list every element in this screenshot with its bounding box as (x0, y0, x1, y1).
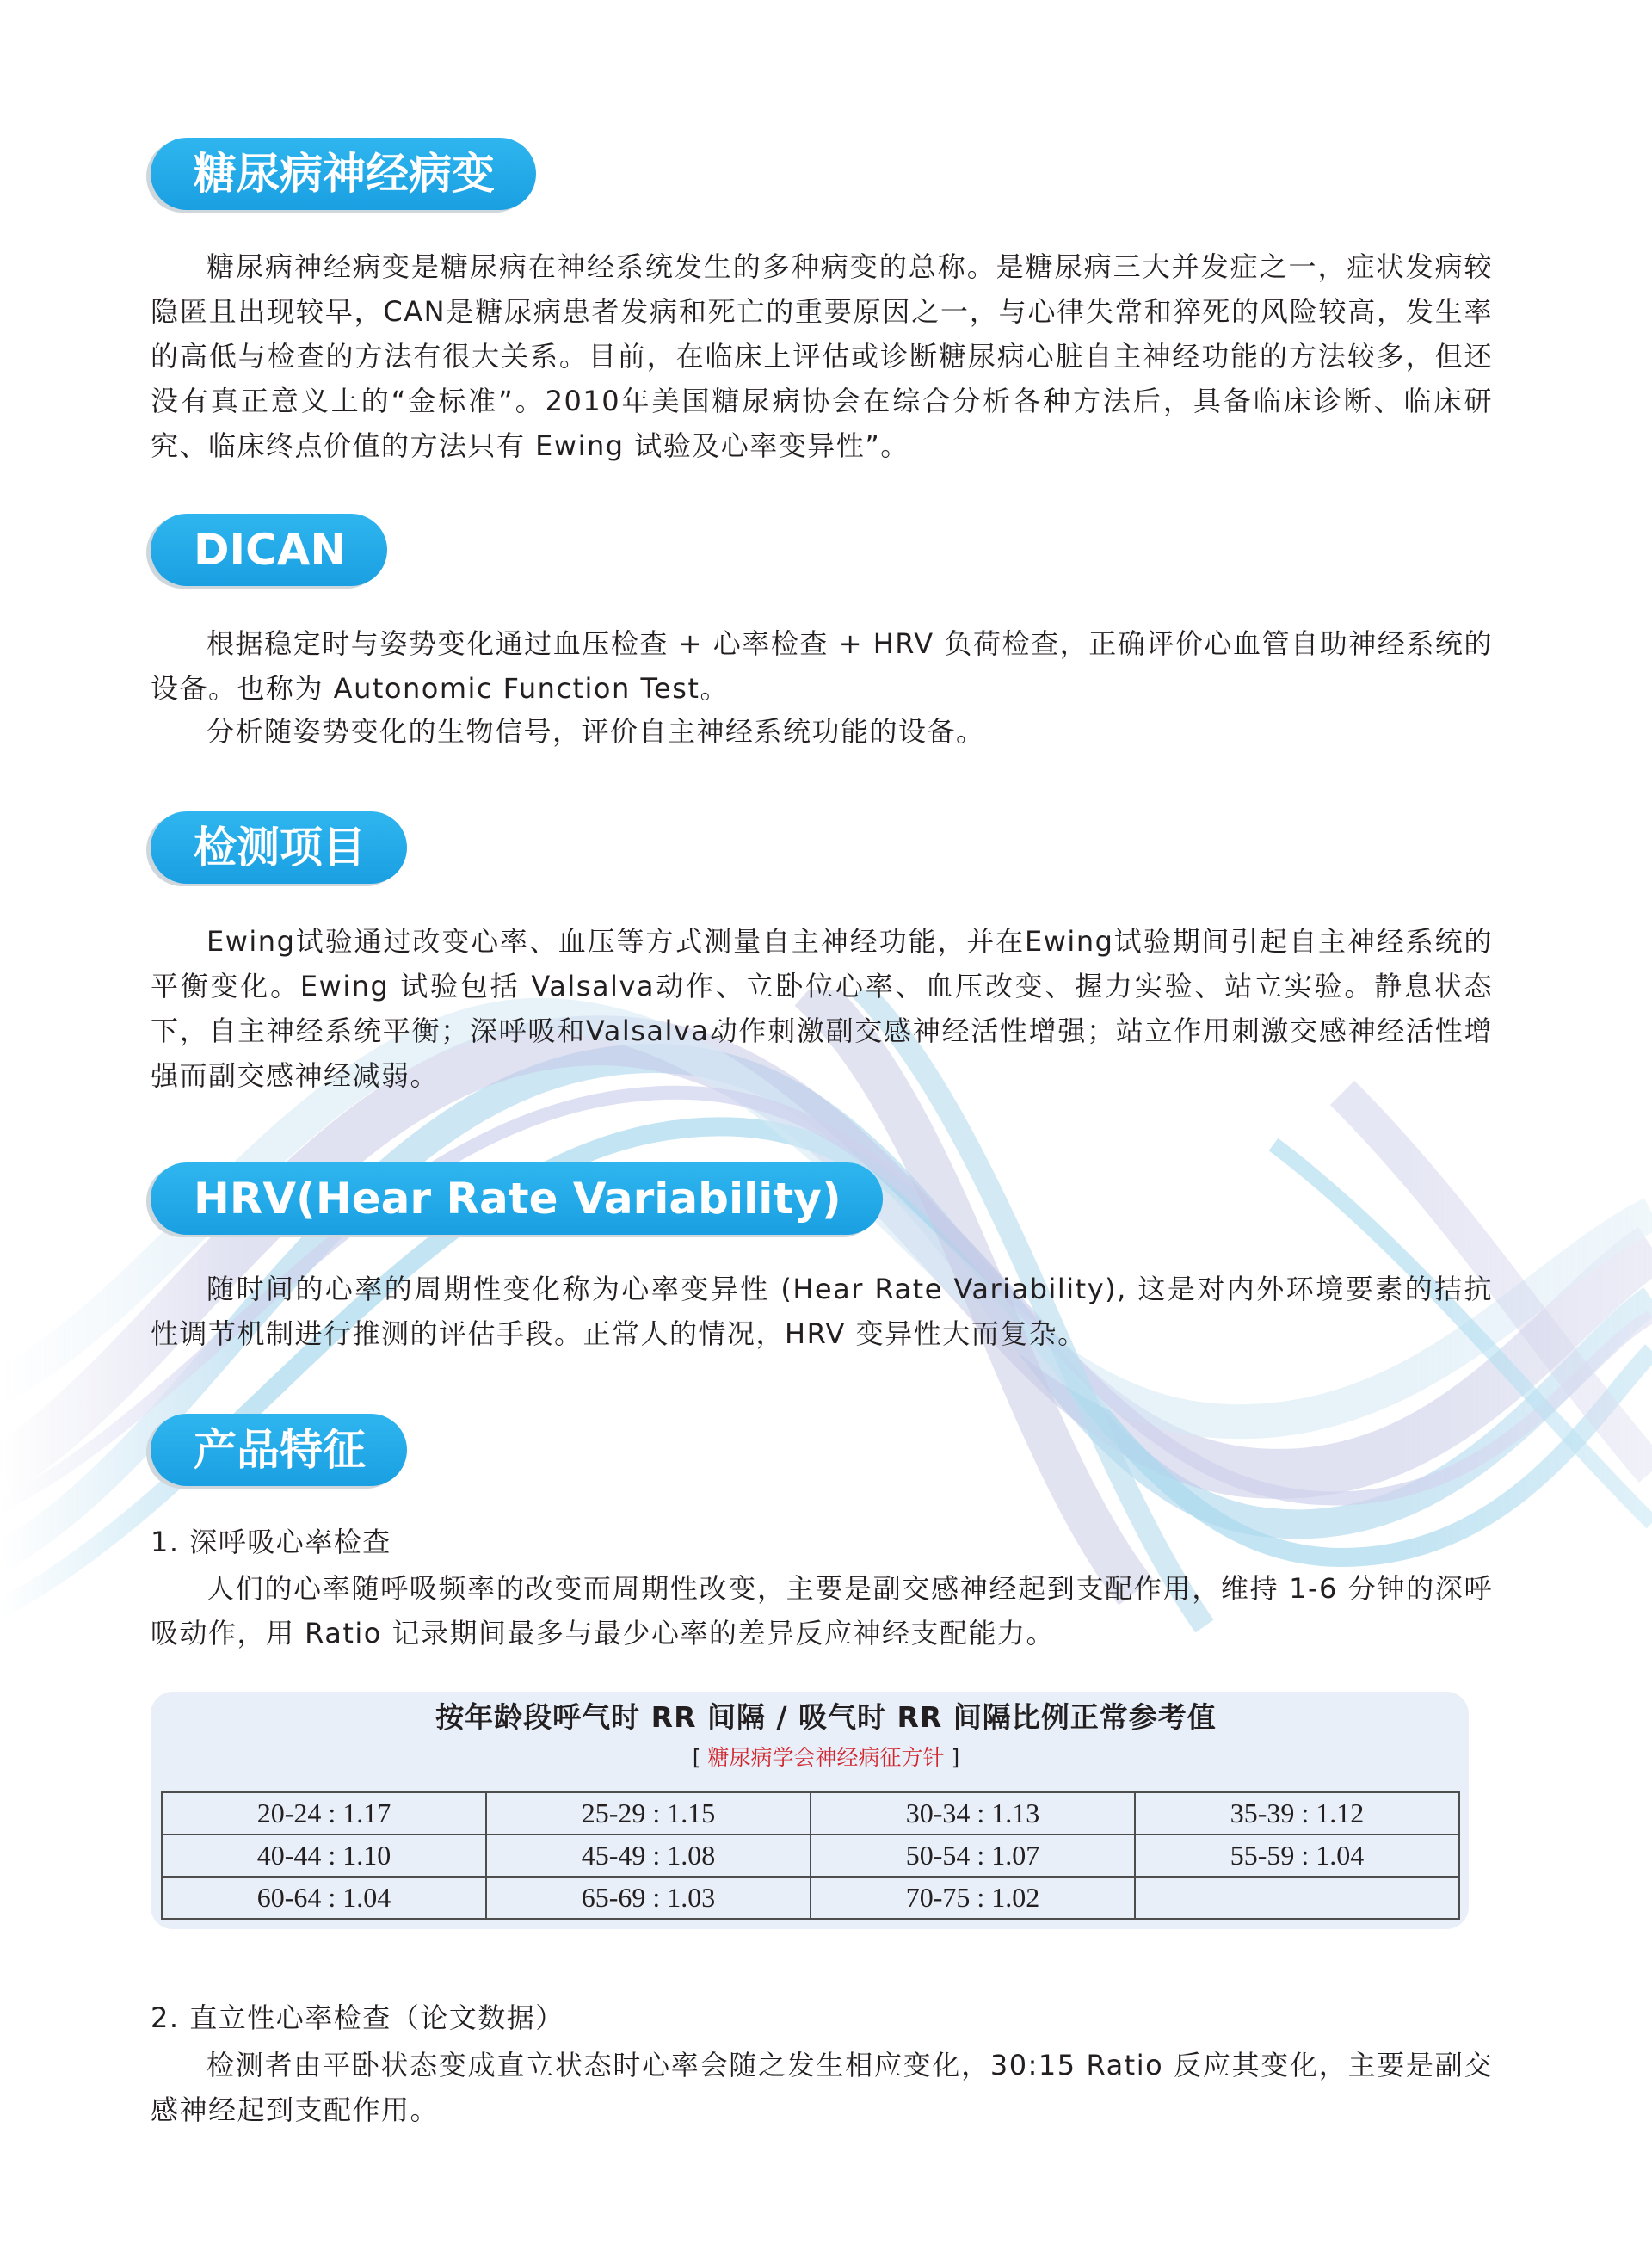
table-cell: 25-29 : 1.15 (486, 1792, 811, 1835)
table-cell: 20-24 : 1.17 (162, 1792, 486, 1835)
section-title-diabetic-neuropathy: 糖尿病神经病变 (151, 138, 536, 210)
table-cell: 40-44 : 1.10 (162, 1835, 486, 1877)
reference-ratio-table (161, 1791, 1460, 1920)
table-row (162, 1792, 1459, 1835)
section-title-dican: DICAN (151, 514, 387, 586)
feature-item-2-body: 检测者由平卧状态变成直立状态时心率会随之发生相应变化，30:15 Ratio 反应其变化，主要是副交感神经起到支配作用。 (151, 2049, 1493, 2126)
section-title-product-features: 产品特征 (151, 1414, 407, 1486)
table-row (162, 1877, 1459, 1919)
table-cell (1135, 1877, 1459, 1919)
feature-item-1-heading: 1. 深呼吸心率检查 (151, 1526, 391, 1558)
section-body-diabetic-neuropathy: 糖尿病神经病变是糖尿病在神经系统发生的多种病变的总称。是糖尿病三大并发症之一，症状发病较隐匿且出现较早，CAN是糖尿病患者发病和死亡的重要原因之一，与心律失常和猝死的风险较高，发生率的高低与检查的方法有很大关系。目前，在临床上评估或诊断糖尿病心脏自主神经功能的方法较多，但还没有真正意义上的“金标准”。2010年美国糖尿病协会在综合分析各种方法后，具备临床诊断、临床研究、临床终点价值的方法只有 Ewing 试验及心率变异性”。 (151, 250, 1493, 462)
table-cell: 55-59 : 1.04 (1135, 1835, 1459, 1877)
section-body-dican-2: 分析随姿势变化的生物信号，评价自主神经系统功能的设备。 (206, 715, 985, 748)
table-cell: 45-49 : 1.08 (486, 1835, 811, 1877)
source-text: 糖尿病学会神经病征方针 (707, 1745, 945, 1770)
section-title-hrv: HRV(Hear Rate Variability) (151, 1162, 883, 1235)
table-row (162, 1835, 1459, 1877)
reference-table-source (0, 1742, 1652, 1774)
table-cell: 35-39 : 1.12 (1135, 1792, 1459, 1835)
table-cell: 30-34 : 1.13 (811, 1792, 1135, 1835)
reference-table-title: 按年龄段呼气时 RR 间隔 / 吸气时 RR 间隔比例正常参考值 (435, 1700, 1217, 1734)
table-cell: 60-64 : 1.04 (162, 1877, 486, 1919)
table-cell: 50-54 : 1.07 (811, 1835, 1135, 1877)
section-body-hrv: 随时间的心率的周期性变化称为心率变异性 (Hear Rate Variability), 这是对内外环境要素的拮抗性调节机制进行推测的评估手段。正常人的情况，HRV 变异性大而复杂。 (151, 1273, 1493, 1350)
section-body-test-items: Ewing试验通过改变心率、血压等方式测量自主神经功能，并在Ewing试验期间引起自主神经系统的平衡变化。Ewing 试验包括 Valsalva动作、立卧位心率、血压改变、握力实验、站立实验。静息状态下，自主神经系统平衡；深呼吸和Valsalva动作刺激副交感神经活性增强；站立作用刺激交感神经活性增强而副交感神经减弱。 (151, 925, 1493, 1092)
feature-item-2-heading: 2. 直立性心率检查（论文数据） (151, 2001, 564, 2034)
section-title-test-items: 检测项目 (151, 811, 407, 884)
source-bracket-open: [ (692, 1745, 708, 1770)
feature-item-1-body: 人们的心率随呼吸频率的改变而周期性改变，主要是副交感神经起到支配作用，维持 1-6 分钟的深呼吸动作，用 Ratio 记录期间最多与最少心率的差异反应神经支配能力。 (151, 1572, 1493, 1650)
source-bracket-close: ] (944, 1745, 960, 1770)
section-body-dican-1: 根据稳定时与姿势变化通过血压检查 + 心率检查 + HRV 负荷检查，正确评价心血管自助神经系统的设备。也称为 Autonomic Function Test。 (151, 627, 1493, 705)
table-cell: 70-75 : 1.02 (811, 1877, 1135, 1919)
table-cell: 65-69 : 1.03 (486, 1877, 811, 1919)
